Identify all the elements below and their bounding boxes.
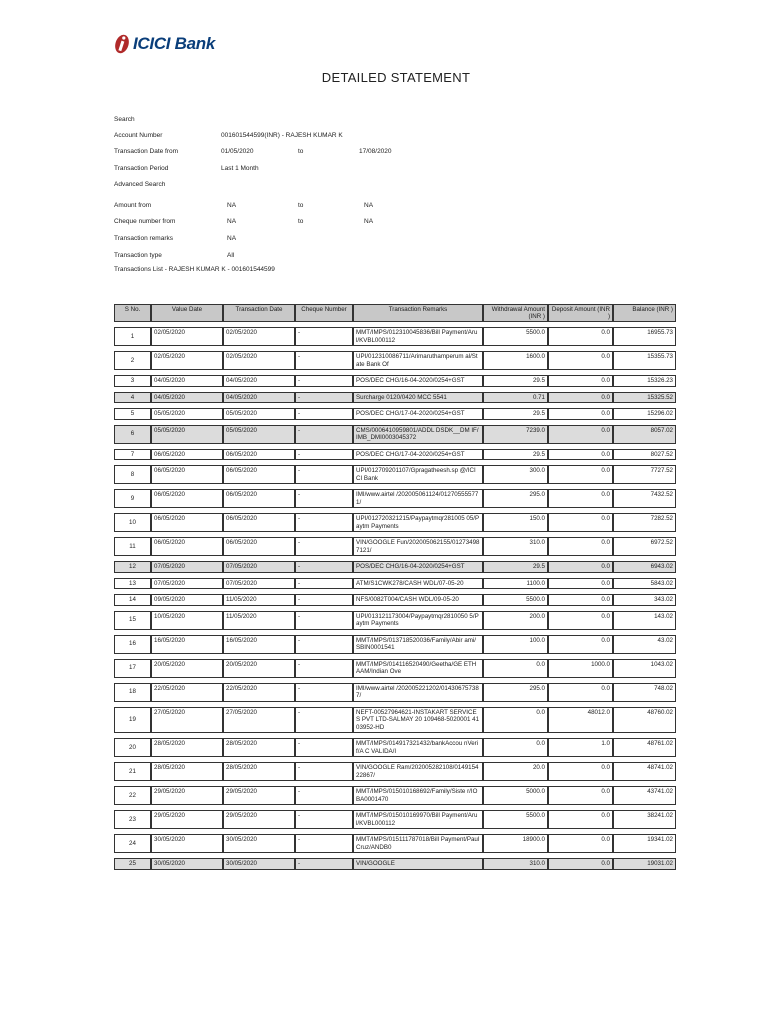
table-row [114,834,676,853]
cell-transaction-date: 04/05/2020 [223,375,295,387]
cell-value-date: 05/05/2020 [151,425,223,444]
cell-value-date: 16/05/2020 [151,635,223,654]
cell-deposit: 0.0 [548,449,613,461]
type-row [114,252,414,261]
cell-cheque-number: - [295,707,353,734]
cell-deposit: 48012.0 [548,707,613,734]
remarks-label: Transaction remarks [114,235,173,242]
cell-deposit: 0.0 [548,351,613,370]
col-header-cheque-number: Cheque Number [295,304,353,322]
table-row [114,327,676,346]
cell-deposit: 0.0 [548,327,613,346]
cell-withdrawal: 29.5 [483,408,548,420]
cell-withdrawal: 0.71 [483,392,548,404]
cell-remarks: UPI/013121173004/Paypaytmqr2810050 5/Paytm Payments [353,611,483,630]
cell-remarks: POS/DEC CHG/16-04-2020/0254+GST [353,561,483,573]
table-row [114,425,676,444]
cell-transaction-date: 30/05/2020 [223,858,295,870]
cell-deposit: 0.0 [548,561,613,573]
amount-row [114,202,414,211]
cell-withdrawal: 29.5 [483,375,548,387]
date-from: 01/05/2020 [221,148,254,155]
col-header-remarks: Transaction Remarks [353,304,483,322]
cheque-to: NA [364,218,374,225]
cell-transaction-date: 07/05/2020 [223,578,295,590]
cell-deposit: 1.0 [548,738,613,757]
cell-balance: 19341.02 [613,834,676,853]
cell-value-date: 07/05/2020 [151,578,223,590]
table-row [114,408,676,420]
cell-remarks: CMS/0006410959801/ADDL DSDK__DM IF/IMB_DMI0003045372 [353,425,483,444]
icici-logo-icon [114,33,130,55]
cell-deposit: 0.0 [548,513,613,532]
cell-sno: 8 [114,465,151,484]
cell-remarks: MMT/IMPS/013718520036/Family/Abir ami/SBIN0001541 [353,635,483,654]
cell-cheque-number: - [295,561,353,573]
period-row [114,165,414,174]
brand-name: ICICI Bank [133,34,216,53]
cell-withdrawal: 29.5 [483,561,548,573]
cell-balance: 48761.02 [613,738,676,757]
cell-cheque-number: - [295,425,353,444]
amount-label: Amount from [114,202,152,209]
table-row [114,786,676,805]
cell-transaction-date: 27/05/2020 [223,707,295,734]
cell-sno: 9 [114,489,151,508]
cell-cheque-number: - [295,327,353,346]
cell-value-date: 09/05/2020 [151,594,223,606]
cell-cheque-number: - [295,786,353,805]
cell-value-date: 02/05/2020 [151,327,223,346]
cell-withdrawal: 150.0 [483,513,548,532]
cell-deposit: 0.0 [548,578,613,590]
cell-transaction-date: 07/05/2020 [223,561,295,573]
col-header-transaction-date: Transaction Date [223,304,295,322]
cheque-label: Cheque number from [114,218,176,225]
cell-deposit: 0.0 [548,683,613,702]
date-label: Transaction Date from [114,148,179,155]
table-row [114,449,676,461]
cell-value-date: 06/05/2020 [151,513,223,532]
cell-value-date: 30/05/2020 [151,834,223,853]
cell-cheque-number: - [295,683,353,702]
cell-value-date: 05/05/2020 [151,408,223,420]
table-row [114,561,676,573]
type-value: All [227,252,235,259]
cell-sno: 4 [114,392,151,404]
cell-balance: 7432.52 [613,489,676,508]
cell-remarks: Surcharge 0120/0420 MCC 5541 [353,392,483,404]
table-row [114,858,676,870]
cell-deposit: 0.0 [548,425,613,444]
cell-remarks: VIN/GOOGLE Ram/202005282108/014915422867/ [353,762,483,781]
cell-transaction-date: 06/05/2020 [223,513,295,532]
col-header-withdrawal: Withdrawal Amount (INR ) [483,304,548,322]
cell-withdrawal: 7239.0 [483,425,548,444]
cell-value-date: 28/05/2020 [151,738,223,757]
cell-transaction-date: 06/05/2020 [223,489,295,508]
cell-cheque-number: - [295,594,353,606]
cell-transaction-date: 29/05/2020 [223,810,295,829]
table-row [114,513,676,532]
cell-transaction-date: 20/05/2020 [223,659,295,678]
cell-withdrawal: 310.0 [483,858,548,870]
cell-balance: 48741.02 [613,762,676,781]
cell-remarks: MMT/IMPS/015010168692/Family/Siste r/IOBA0001470 [353,786,483,805]
cheque-from: NA [227,218,237,225]
cell-sno: 1 [114,327,151,346]
table-row [114,594,676,606]
cell-sno: 6 [114,425,151,444]
cell-withdrawal: 20.0 [483,762,548,781]
cell-cheque-number: - [295,659,353,678]
table-row [114,489,676,508]
cell-cheque-number: - [295,513,353,532]
table-row [114,465,676,484]
cell-remarks: POS/DEC CHG/17-04-2020/0254+GST [353,449,483,461]
cell-balance: 19031.02 [613,858,676,870]
cell-withdrawal: 1100.0 [483,578,548,590]
cell-balance: 7727.52 [613,465,676,484]
cell-balance: 6972.52 [613,537,676,556]
cell-withdrawal: 295.0 [483,489,548,508]
cell-deposit: 0.0 [548,810,613,829]
advanced-search-heading: Advanced Search [114,181,166,188]
cell-transaction-date: 28/05/2020 [223,762,295,781]
cell-remarks: POS/DEC CHG/17-04-2020/0254+GST [353,408,483,420]
account-label: Account Number [114,132,163,139]
cell-sno: 11 [114,537,151,556]
cell-remarks: NEFT-00527964621-INSTAKART SERVICES PVT LTD-SALMAY 20 109468-5020001 4103952-HD [353,707,483,734]
cell-transaction-date: 02/05/2020 [223,351,295,370]
cell-withdrawal: 295.0 [483,683,548,702]
cell-sno: 20 [114,738,151,757]
cell-remarks: POS/DEC CHG/16-04-2020/0254+GST [353,375,483,387]
cell-sno: 25 [114,858,151,870]
cell-sno: 16 [114,635,151,654]
cell-value-date: 28/05/2020 [151,762,223,781]
cell-sno: 19 [114,707,151,734]
cell-value-date: 06/05/2020 [151,449,223,461]
cell-withdrawal: 0.0 [483,738,548,757]
cell-deposit: 1000.0 [548,659,613,678]
col-header-sno: S No. [114,304,151,322]
cell-cheque-number: - [295,489,353,508]
page-title: DETAILED STATEMENT [321,70,471,85]
cell-sno: 22 [114,786,151,805]
cell-balance: 15296.02 [613,408,676,420]
cell-deposit: 0.0 [548,786,613,805]
cell-value-date: 06/05/2020 [151,537,223,556]
cell-transaction-date: 06/05/2020 [223,537,295,556]
table-row [114,683,676,702]
cell-sno: 18 [114,683,151,702]
date-row [114,148,414,157]
cell-sno: 5 [114,408,151,420]
cell-deposit: 0.0 [548,635,613,654]
cell-value-date: 29/05/2020 [151,786,223,805]
cell-withdrawal: 300.0 [483,465,548,484]
cell-transaction-date: 11/05/2020 [223,611,295,630]
col-header-deposit: Deposit Amount (INR ) [548,304,613,322]
cell-cheque-number: - [295,834,353,853]
cell-withdrawal: 200.0 [483,611,548,630]
cell-deposit: 0.0 [548,375,613,387]
cell-balance: 15326.23 [613,375,676,387]
cell-value-date: 29/05/2020 [151,810,223,829]
cell-value-date: 06/05/2020 [151,465,223,484]
cell-balance: 43741.02 [613,786,676,805]
cell-cheque-number: - [295,449,353,461]
cell-deposit: 0.0 [548,594,613,606]
cell-sno: 24 [114,834,151,853]
cell-cheque-number: - [295,351,353,370]
period-label: Transaction Period [114,165,169,172]
cell-withdrawal: 5000.0 [483,786,548,805]
cell-sno: 17 [114,659,151,678]
table-row [114,659,676,678]
cell-remarks: IMI/www.airtel /202005061124/012705555771/ [353,489,483,508]
date-to-label: to [298,148,304,155]
cell-withdrawal: 5500.0 [483,810,548,829]
cell-balance: 5843.02 [613,578,676,590]
cell-withdrawal: 1600.0 [483,351,548,370]
icici-bank-logo [114,31,215,57]
cell-remarks: MMT/IMPS/015111787018/Bill Payment/Paul Cruz/ANDB0 [353,834,483,853]
cell-balance: 143.02 [613,611,676,630]
cell-deposit: 0.0 [548,408,613,420]
cell-cheque-number: - [295,635,353,654]
transactions-table [114,299,676,875]
cell-transaction-date: 28/05/2020 [223,738,295,757]
cell-deposit: 0.0 [548,537,613,556]
cell-cheque-number: - [295,611,353,630]
cell-sno: 23 [114,810,151,829]
cell-value-date: 10/05/2020 [151,611,223,630]
cell-cheque-number: - [295,392,353,404]
cell-value-date: 06/05/2020 [151,489,223,508]
cell-withdrawal: 0.0 [483,707,548,734]
table-row [114,762,676,781]
cheque-to-label: to [298,218,304,225]
cell-balance: 7282.52 [613,513,676,532]
cell-balance: 43.02 [613,635,676,654]
cell-withdrawal: 18900.0 [483,834,548,853]
cell-balance: 16955.73 [613,327,676,346]
cell-transaction-date: 30/05/2020 [223,834,295,853]
col-header-value-date: Value Date [151,304,223,322]
cell-sno: 13 [114,578,151,590]
cell-remarks: UPI/012720321215/Paypaytmqr281005 05/Paytm Payments [353,513,483,532]
cell-transaction-date: 05/05/2020 [223,408,295,420]
cell-value-date: 20/05/2020 [151,659,223,678]
cell-transaction-date: 02/05/2020 [223,327,295,346]
cell-remarks: VIN/GOOGLE [353,858,483,870]
cell-withdrawal: 5500.0 [483,594,548,606]
cell-value-date: 22/05/2020 [151,683,223,702]
table-row [114,810,676,829]
cell-remarks: UPI/012310086711/Arimaruthamperum al/State Bank Of [353,351,483,370]
cell-balance: 15355.73 [613,351,676,370]
cell-balance: 48760.02 [613,707,676,734]
cell-withdrawal: 5500.0 [483,327,548,346]
search-heading: Search [114,116,135,123]
cell-remarks: IMI/www.airtel /202005221202/014306757387/ [353,683,483,702]
cell-cheque-number: - [295,858,353,870]
cell-balance: 1043.02 [613,659,676,678]
cell-value-date: 04/05/2020 [151,392,223,404]
table-row [114,351,676,370]
cell-deposit: 0.0 [548,489,613,508]
remarks-row [114,235,414,244]
table-row [114,392,676,404]
table-row [114,738,676,757]
cell-remarks: MMT/IMPS/012310045836/Bill Payment/Arul/KVBL000112 [353,327,483,346]
cell-deposit: 0.0 [548,762,613,781]
cell-value-date: 04/05/2020 [151,375,223,387]
transactions-list-label: Transactions List - RAJESH KUMAR K - 001601544599 [114,266,275,273]
cell-transaction-date: 06/05/2020 [223,449,295,461]
cell-withdrawal: 100.0 [483,635,548,654]
account-row [114,132,414,141]
cell-cheque-number: - [295,375,353,387]
cell-remarks: MMT/IMPS/014917321432/bankAccou nVerif/A C VALIDA/I [353,738,483,757]
cell-balance: 38241.02 [613,810,676,829]
cell-sno: 3 [114,375,151,387]
cell-balance: 343.02 [613,594,676,606]
cell-deposit: 0.0 [548,465,613,484]
cell-remarks: MMT/IMPS/015010169970/Bill Payment/Arul/KVBL000112 [353,810,483,829]
cell-value-date: 30/05/2020 [151,858,223,870]
remarks-value: NA [227,235,237,242]
cell-sno: 2 [114,351,151,370]
cell-deposit: 0.0 [548,858,613,870]
cell-transaction-date: 11/05/2020 [223,594,295,606]
cell-withdrawal: 0.0 [483,659,548,678]
cell-sno: 14 [114,594,151,606]
cell-cheque-number: - [295,738,353,757]
table-row [114,707,676,734]
cell-remarks: MMT/IMPS/014116520490/Geetha/GE ETHAAM/Indian Ove [353,659,483,678]
cell-balance: 8057.02 [613,425,676,444]
table-row [114,635,676,654]
cell-sno: 10 [114,513,151,532]
table-row [114,375,676,387]
cell-sno: 21 [114,762,151,781]
table-header-row [114,304,676,322]
cell-remarks: ATM/S1CWK278/CASH WDL/07-05-20 [353,578,483,590]
table-row [114,578,676,590]
cell-remarks: UPI/012709201107/Gpragatheesh.sp @/ICICI Bank [353,465,483,484]
date-to: 17/08/2020 [359,148,392,155]
cell-cheque-number: - [295,762,353,781]
col-header-balance: Balance (INR ) [613,304,676,322]
cell-transaction-date: 22/05/2020 [223,683,295,702]
cell-withdrawal: 310.0 [483,537,548,556]
cell-remarks: NFS/0082T004/CASH WDL/09-05-20 [353,594,483,606]
cell-value-date: 27/05/2020 [151,707,223,734]
cell-balance: 8027.52 [613,449,676,461]
cell-transaction-date: 16/05/2020 [223,635,295,654]
cell-transaction-date: 04/05/2020 [223,392,295,404]
cell-cheque-number: - [295,810,353,829]
cell-deposit: 0.0 [548,392,613,404]
cell-sno: 12 [114,561,151,573]
cell-value-date: 07/05/2020 [151,561,223,573]
amount-from: NA [227,202,237,209]
cell-balance: 6943.02 [613,561,676,573]
cell-value-date: 02/05/2020 [151,351,223,370]
cell-remarks: VIN/GOOGLE Fun/202005062155/012734987121/ [353,537,483,556]
cell-transaction-date: 05/05/2020 [223,425,295,444]
amount-to-label: to [298,202,304,209]
cell-cheque-number: - [295,537,353,556]
cell-deposit: 0.0 [548,834,613,853]
cell-cheque-number: - [295,408,353,420]
cell-transaction-date: 29/05/2020 [223,786,295,805]
account-value: 001601544599(INR) - RAJESH KUMAR K [221,132,343,139]
cell-deposit: 0.0 [548,611,613,630]
cheque-row [114,218,414,227]
period-value: Last 1 Month [221,165,259,172]
cell-sno: 15 [114,611,151,630]
cell-cheque-number: - [295,578,353,590]
type-label: Transaction type [114,252,162,259]
cell-transaction-date: 06/05/2020 [223,465,295,484]
cell-sno: 7 [114,449,151,461]
table-row [114,537,676,556]
cell-withdrawal: 29.5 [483,449,548,461]
cell-cheque-number: - [295,465,353,484]
table-row [114,611,676,630]
amount-to: NA [364,202,374,209]
cell-balance: 15325.52 [613,392,676,404]
cell-balance: 748.02 [613,683,676,702]
